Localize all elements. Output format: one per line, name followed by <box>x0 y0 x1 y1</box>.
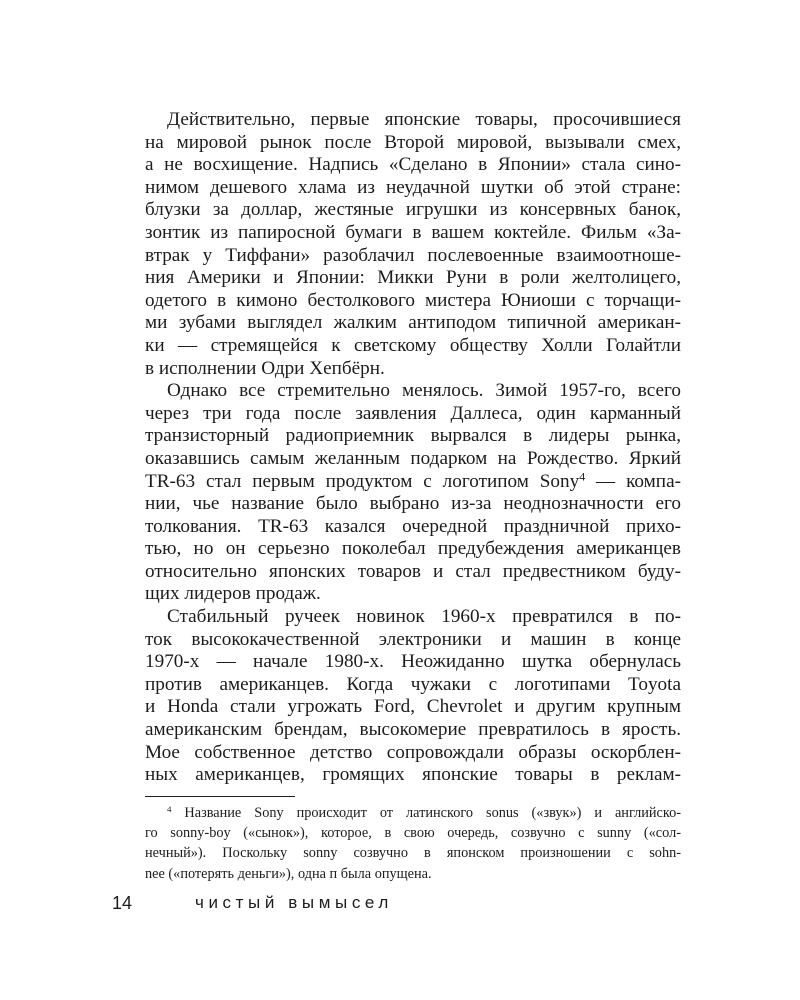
main-text <box>145 109 681 787</box>
text-line: американским брендам, высокомерие превратилось в ярость. <box>145 719 681 741</box>
text-line: оказавшись самым желанным подарком на Рождество. Яркий <box>145 447 681 469</box>
footnote-line: nee («потерять деньги»), одна п была опущена. <box>145 865 432 882</box>
paragraph-3 <box>145 606 681 787</box>
text-line: ки — стремящейся к светскому обществу Холли Голайтли <box>145 334 681 356</box>
book-title: чистый вымысел <box>195 893 393 912</box>
text-line: на мировой рынок после Второй мировой, вызывали смех, <box>145 131 681 153</box>
paragraph-1 <box>145 109 681 380</box>
text-line: Мое собственное детство сопровождали образы оскорблен- <box>145 741 681 763</box>
text-line: через три года после заявления Даллеса, один карманный <box>145 402 681 424</box>
page-number: 14 <box>112 893 133 913</box>
text-line: блузки за доллар, жестяные игрушки из консервных банок, <box>145 199 681 221</box>
paragraph-2 <box>145 380 681 606</box>
running-footer <box>112 892 712 922</box>
text-line: а не восхищение. Надпись «Сделано в Японии» стала сино- <box>145 154 681 176</box>
footnote-line-text: Название Sony происходит от латинского sonus («звук») и английско- <box>171 805 681 821</box>
text-line: Действительно, первые японские товары, просочившиеся <box>167 109 681 130</box>
text-line: нимом дешевого хлама из неудачной шутки об этой стране: <box>145 176 681 198</box>
text-line: Стабильный ручеек новинок 1960-х превратился в по- <box>167 606 681 628</box>
footnote-line <box>145 803 681 823</box>
text-line-end: — компа- <box>585 470 681 492</box>
text-line: и Honda стали угрожать Ford, Chevrolet и другим крупным <box>145 696 681 718</box>
text-line: нии, чье название было выбрано из-за неоднозначности его <box>145 493 681 515</box>
text-line: Однако все стремительно менялось. Зимой 1957-го, всего <box>167 380 681 402</box>
text-line: ния Америки и Японии: Микки Руни в роли желтолицего, <box>145 267 681 289</box>
text-line: втрак у Тиффани» разоблачил послевоенные взаимоотноше- <box>145 244 681 266</box>
text-line: толкования. TR-63 казался очередной праздничной прихо- <box>145 515 681 537</box>
text-line: ток высококачественной электроники и машин в конце <box>145 628 681 650</box>
text-line: транзисторный радиоприемник вырвался в лидеры рынка, <box>145 425 681 447</box>
footnote-divider <box>145 796 295 797</box>
text-line: против американцев. Когда чужаки с логотипами Toyota <box>145 673 681 695</box>
footnote-line: го sonny-boy («сынок»), которое, в свою очередь, созвучно с sunny («сол- <box>145 825 681 842</box>
text-line: зонтик из папиросной бумаги в вашем коктейле. Фильм «За- <box>145 221 681 243</box>
text-line-with-footnote-ref <box>145 468 681 494</box>
text-line: щих лидеров продаж. <box>145 583 321 605</box>
footnote <box>145 803 681 884</box>
text-line-start: TR-63 стал первым продуктом с логотипом Sony <box>145 470 580 492</box>
text-line: относительно японских товаров и стал предвестником буду- <box>145 560 681 582</box>
text-line: ных американцев, громящих японские товары в реклам- <box>145 764 681 786</box>
footnote-line: нечный»). Поскольку sonny созвучно в японском произношении с sohn- <box>145 845 681 862</box>
text-line: 1970-х — начале 1980-х. Неожиданно шутка обернулась <box>145 651 681 673</box>
footnote-reference[interactable]: 4 <box>579 468 586 483</box>
footnote-number: 4 <box>167 804 172 815</box>
text-line: ми зубами выглядел жалким антиподом типичной американ- <box>145 312 681 334</box>
text-line: одетого в кимоно бестолкового мистера Юниоши с торчащи- <box>145 289 681 311</box>
text-line: тью, но он серьезно поколебал предубеждения американцев <box>145 538 681 560</box>
text-line: в исполнении Одри Хепбёрн. <box>145 357 385 379</box>
